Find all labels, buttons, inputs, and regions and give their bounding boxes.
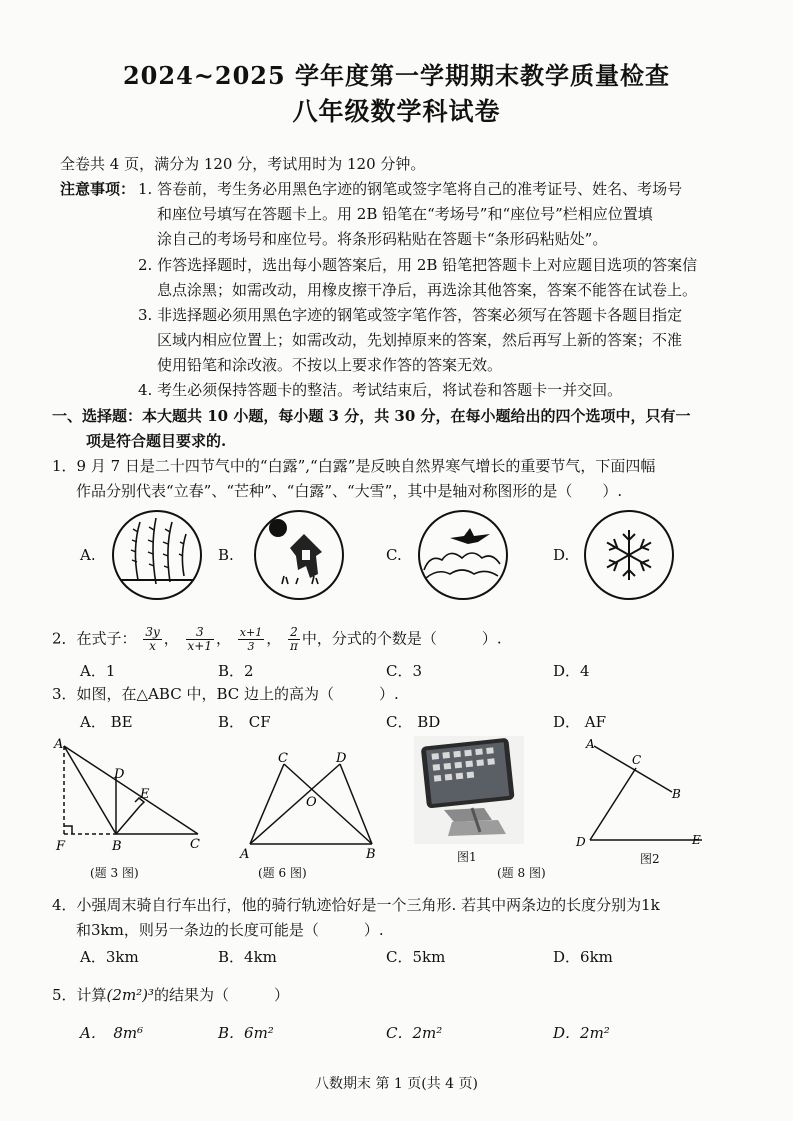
q4-option-d: D．6km xyxy=(553,948,613,966)
fig6-label-a: A xyxy=(240,847,250,862)
fraction-numerator: 3y xyxy=(145,625,160,639)
exam-title-line2: 八年级数学科试卷 xyxy=(292,97,501,126)
fraction-denominator: x+1 xyxy=(187,639,212,653)
fig8-label-c: C xyxy=(632,753,642,767)
q2-suffix: 中，分式的个数是（ ）. xyxy=(301,629,502,648)
q2-fraction-1 xyxy=(143,626,161,653)
note-1-line1: 1. 答卷前，考生务必用黑色字迹的钢笔或签字笔将自己的准考证号、姓名、考场号 xyxy=(138,180,683,198)
note-3-line2: 区域内相应位置上；如需改动，先划掉原来的答案，然后再写上新的答案；不准 xyxy=(157,331,683,349)
q1-option-a-label: A. xyxy=(80,546,96,564)
q5-option-b: B．6m² xyxy=(218,1024,274,1042)
q1-option-b-label: B. xyxy=(218,546,234,564)
q1-option-d-label: D. xyxy=(553,546,570,564)
q5-suffix: 的结果为（ ） xyxy=(154,986,290,1004)
q4-option-a: A．3km xyxy=(80,948,139,966)
note-3-line3: 使用铅笔和涂改液。不按以上要求作答的答案无效。 xyxy=(157,356,503,374)
caption-q8: (题 8 图) xyxy=(497,866,546,880)
q2-option-b: B．2 xyxy=(218,662,254,680)
tablet-stand-photo xyxy=(414,736,524,844)
daxue-snowflake-image xyxy=(582,508,676,602)
q2-option-d: D．4 xyxy=(553,662,590,680)
note-3-line1: 3. 非选择题必须用黑色字迹的钢笔或签字笔作答，答案必须写在答题卡各题目指定 xyxy=(138,306,683,324)
q1-stem-line2: 作品分别代表“立春”、“芒种”、“白露”、“大雪”，其中是轴对称图形的是（ ）. xyxy=(76,482,623,500)
lichun-willow-image xyxy=(110,508,204,602)
q3-option-a: A． BE xyxy=(80,713,133,731)
q4-stem-line1: 4．小强周末骑自行车出行，他的骑行轨迹恰好是一个三角形. 若其中两条边的长度分别为1k xyxy=(52,896,660,914)
mangzhong-hut-image xyxy=(252,508,346,602)
note-2-line2: 息点涂黑；如需改动，用橡皮擦干净后，再选涂其他答案，答案不能答在试卷上。 xyxy=(157,281,698,299)
q5-option-d: D．2m² xyxy=(553,1024,610,1042)
q2-stem: 2．在式子： $\frac{3y}{x}$ ， $\frac{3}{x+1}$ ， $\frac{x+1}{3}$ ， $\frac{2}{\pi}$ 中，分式的个数是（ ）. xyxy=(52,625,502,653)
note-1-line2: 和座位号填写在答题卡上。用 2B 铅笔在“考场号”和“座位号”栏相应位置填 xyxy=(157,205,653,223)
fraction-numerator: x+1 xyxy=(239,626,263,639)
caption-q6: (题 6 图) xyxy=(258,866,307,880)
q2-fraction-3 xyxy=(238,626,264,653)
section1-heading-line2: 项是符合题目要求的. xyxy=(86,432,227,450)
q4-option-c: C．5km xyxy=(386,948,446,966)
q5-stem xyxy=(52,986,289,1005)
notes-label: 注意事项： xyxy=(60,180,136,198)
q2-fraction-4 xyxy=(288,626,300,653)
fraction-denominator: 3 xyxy=(247,640,255,653)
fraction-numerator: 3 xyxy=(186,626,214,640)
q3-option-c: C． BD xyxy=(386,713,441,731)
q5-expression: (2m²)³ xyxy=(106,986,155,1004)
fig8-label-b: B xyxy=(672,787,681,801)
q2-option-a: A．1 xyxy=(80,662,116,680)
caption-fig2: 图2 xyxy=(640,852,660,866)
q2-prefix: 2．在式子： xyxy=(52,629,137,648)
q2-option-c: C．3 xyxy=(386,662,423,680)
fig6-label-o: O xyxy=(306,795,317,810)
caption-fig1: 图1 xyxy=(457,850,477,864)
q1-stem-line1: 1．9 月 7 日是二十四节气中的“白露”,“白露”是反映自然界寒气增长的重要节气，下面四幅 xyxy=(52,457,656,475)
figure-q8-lines xyxy=(568,734,718,852)
q1-option-c-label: C. xyxy=(386,546,402,564)
fig3-label-c: C xyxy=(190,837,200,852)
q5-option-c: C．2m² xyxy=(386,1024,443,1042)
fraction-denominator: x xyxy=(149,639,156,653)
fig3-label-a: A xyxy=(54,737,64,752)
fig8-label-e: E xyxy=(692,833,701,847)
q4-option-b: B．4km xyxy=(218,948,277,966)
fig6-label-c: C xyxy=(278,751,288,766)
q3-option-d: D． AF xyxy=(553,713,607,731)
bailu-bird-image xyxy=(416,508,510,602)
fig6-label-b: B xyxy=(366,847,376,862)
fig3-label-e: E xyxy=(140,787,150,802)
fig3-label-f: F xyxy=(56,839,66,854)
note-1-line3: 涂自己的考场号和座位号。将条形码粘贴在答题卡“条形码粘贴处”。 xyxy=(157,230,608,248)
note-4-line1: 4. 考生必须保持答题卡的整洁。考试结束后，将试卷和答题卡一并交回。 xyxy=(138,381,623,399)
fig3-label-b: B xyxy=(112,839,122,854)
fig3-label-d: D xyxy=(114,767,125,782)
figure-q3-triangle xyxy=(50,736,210,856)
q3-stem: 3．如图，在△ABC 中，BC 边上的高为（ ）. xyxy=(52,685,399,703)
q2-fraction-2 xyxy=(186,626,214,653)
page-footer: 八数期末 第 1 页(共 4 页) xyxy=(315,1076,478,1092)
exam-title-line1: 2024~2025 学年度第一学期期末教学质量检查 xyxy=(122,61,671,90)
q5-prefix: 5．计算 xyxy=(52,986,107,1004)
note-2-line1: 2. 作答选择题时，选出每小题答案后，用 2B 铅笔把答题卡上对应题目选项的答案信 xyxy=(138,256,698,274)
fraction-denominator: π xyxy=(289,639,298,653)
fig8-label-d: D xyxy=(576,835,586,849)
q4-stem-line2: 和3km，则另一条边的长度可能是（ ）. xyxy=(76,921,384,939)
q3-option-b: B． CF xyxy=(218,713,271,731)
fig6-label-d: D xyxy=(336,751,347,766)
exam-intro: 全卷共 4 页，满分为 120 分，考试用时为 120 分钟。 xyxy=(60,155,426,173)
fig8-label-a: A xyxy=(586,737,595,751)
section1-heading-line1: 一、选择题：本大题共 10 小题，每小题 3 分，共 30 分，在每小题给出的四个选项中，只有一 xyxy=(52,407,691,425)
q5-option-a: A． 8m⁶ xyxy=(80,1024,144,1042)
figure-q6-crossed-triangles xyxy=(236,750,386,862)
fraction-numerator: 2 xyxy=(288,626,300,640)
caption-q3: (题 3 图) xyxy=(90,866,139,880)
